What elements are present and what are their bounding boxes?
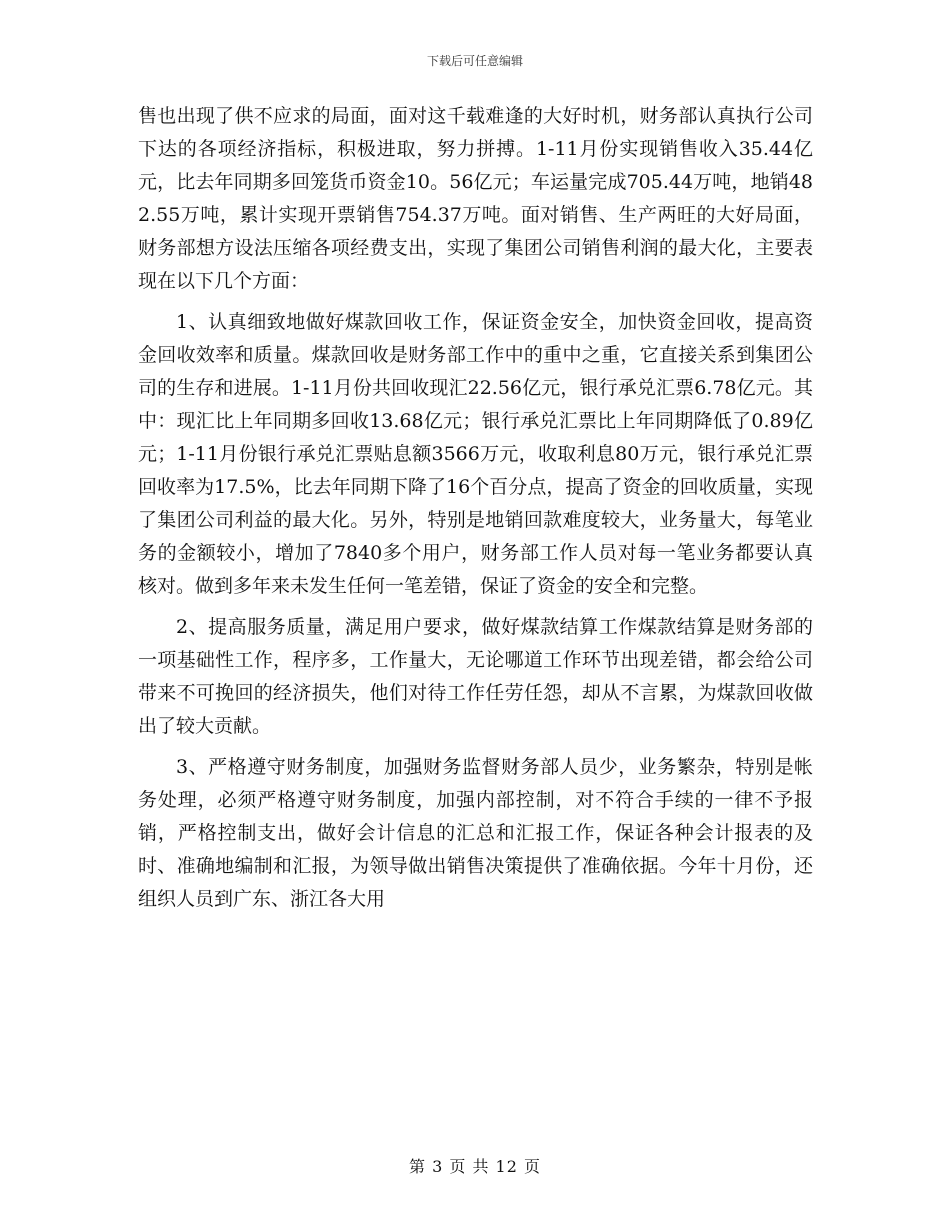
paragraph-continuation: 售也出现了供不应求的局面，面对这千载难逢的大好时机，财务部认真执行公司下达的各项经济指标，积极进取，努力拼搏。1-11月份实现销售收入35.44亿元，比去年同期多回笼货币资金10。56亿元；车运量完成705.44万吨，地销482.55万吨，累计实现开票销售754.37万吨。面对销售、生产两旺的大好局面，财务部想方设法压缩各项经费支出，实现了集团公司销售利润的最大化，主要表现在以下几个方面： <box>138 105 813 292</box>
paragraph-item-1: 1、认真细致地做好煤款回收工作，保证资金安全，加快资金回收，提高资金回收效率和质量。煤款回收是财务部工作中的重中之重，它直接关系到集团公司的生存和进展。1-11月份共回收现汇22.56亿元，银行承兑汇票6.78亿元。其中：现汇比上年同期多回收13.68亿元；银行承兑汇票比上年同期降低了0.89亿元；1-11月份银行承兑汇票贴息额3566万元，收取利息80万元，银行承兑汇票回收率为17.5%，比去年同期下降了16个百分点，提高了资金的回收质量，实现了集团公司利益的最大化。另外，特别是地销回款难度较大，业务量大，每笔业务的金额较小，增加了7840多个用户，财务部工作人员对每一笔业务都要认真核对。做到多年来未发生任何一笔差错，保证了资金的安全和完整。 <box>138 311 813 597</box>
document-body <box>138 100 813 916</box>
paragraph-item-2: 2、提高服务质量，满足用户要求，做好煤款结算工作煤款结算是财务部的一项基础性工作，程序多，工作量大，无论哪道工作环节出现差错，都会给公司带来不可挽回的经济损失，他们对待工作任劳任怨，却从不言累，为煤款回收做出了较大贡献。 <box>138 616 813 737</box>
paragraph-item-3: 3、严格遵守财务制度，加强财务监督财务部人员少，业务繁杂，特别是帐务处理，必须严格遵守财务制度，加强内部控制，对不符合手续的一律不予报销，严格控制支出，做好会计信息的汇总和汇报工作，保证各种会计报表的及时、准确地编制和汇报，为领导做出销售决策提供了准确依据。今年十月份，还组织人员到广东、浙江各大用 <box>138 756 813 910</box>
page-number-footer: 第 3 页 共 12 页 <box>409 1157 541 1176</box>
page-header-note: 下载后可任意编辑 <box>426 54 523 68</box>
